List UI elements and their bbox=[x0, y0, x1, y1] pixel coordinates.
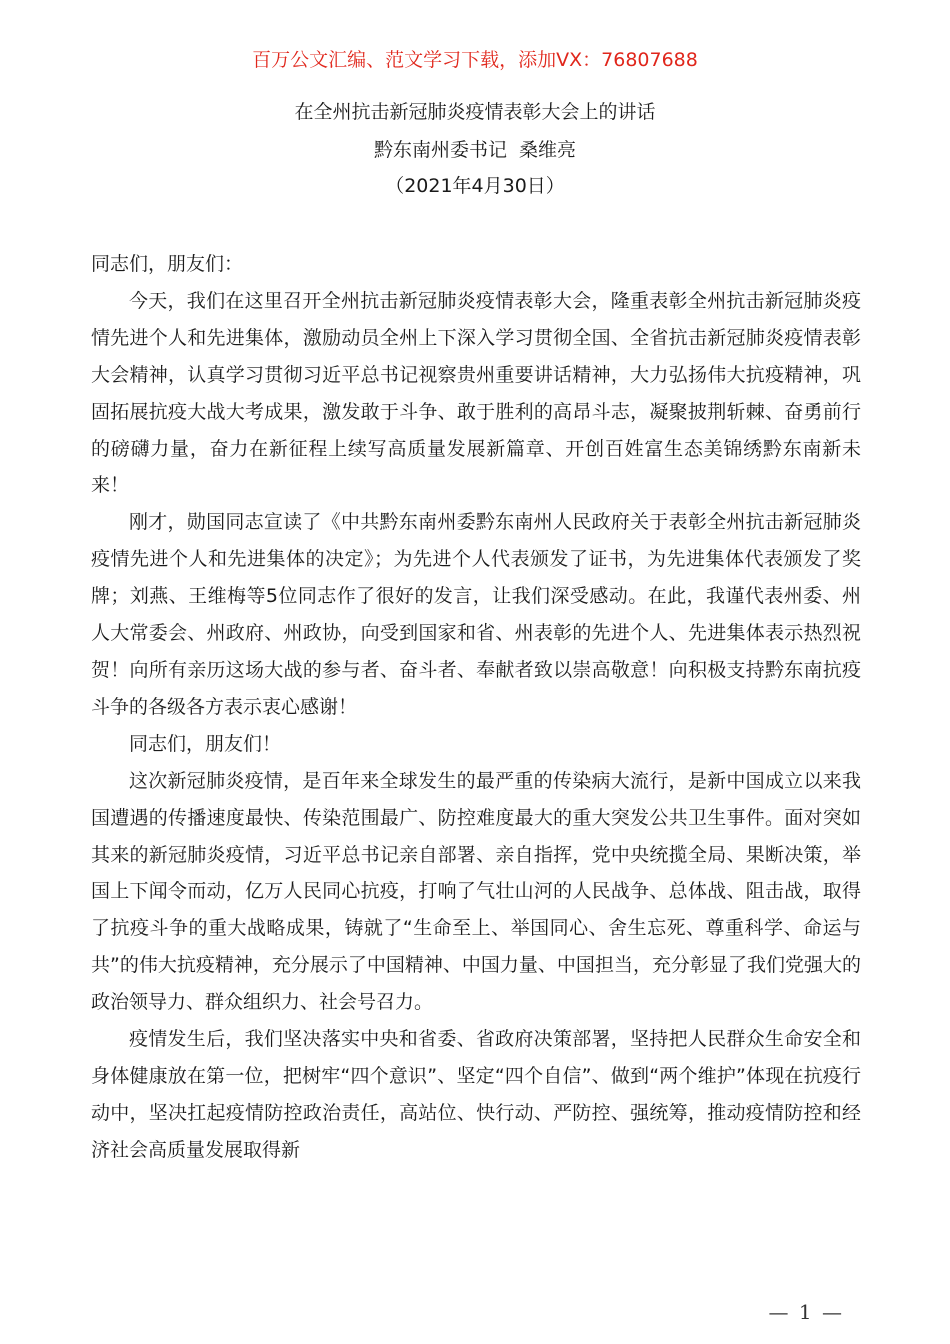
paragraph: 这次新冠肺炎疫情，是百年来全球发生的最严重的传染病大流行，是新中国成立以来我国遭遇的传播速度最快、传染范围最广、防控难度最大的重大突发公共卫生事件。面对突如其来的新冠肺炎疫情，习近平总书记亲自部署、亲自指挥，党中央统揽全局、果断决策，举国上下闻令而动，亿万人民同心抗疫，打响了气壮山河的人民战争、总体战、阻击战，取得了抗疫斗争的重大战略成果，铸就了“生命至上、举国同心、舍生忘死、尊重科学、命运与共”的伟大抗疫精神，充分展示了中国精神、中国力量、中国担当，充分彰显了我们党强大的政治领导力、群众组织力、社会号召力。 bbox=[91, 769, 861, 1014]
page-number: — 1 — bbox=[768, 1300, 844, 1324]
speech-date: （2021年4月30日） bbox=[385, 175, 565, 197]
speech-author: 黔东南州委书记 桑维亮 bbox=[373, 139, 577, 161]
salutation: 同志们，朋友们： bbox=[91, 253, 244, 275]
speech-body bbox=[91, 246, 861, 1169]
speech-title: 在全州抗击新冠肺炎疫情表彰大会上的讲话 bbox=[294, 101, 656, 123]
paragraph: 同志们，朋友们！ bbox=[129, 732, 282, 755]
paragraph: 今天，我们在这里召开全州抗击新冠肺炎疫情表彰大会，隆重表彰全州抗击新冠肺炎疫情先进个人和先进集体，激励动员全州上下深入学习贯彻全国、全省抗击新冠肺炎疫情表彰大会精神，认真学习贯彻习近平总书记视察贵州重要讲话精神，大力弘扬伟大抗疫精神，巩固拓展抗疫大战大考成果，激发敢于斗争、敢于胜利的高昂斗志，凝聚披荆斩棘、奋勇前行的磅礴力量，奋力在新征程上续写高质量发展新篇章、开创百姓富生态美锦绣黔东南新未来！ bbox=[91, 289, 861, 497]
paragraph: 疫情发生后，我们坚决落实中央和省委、省政府决策部署，坚持把人民群众生命安全和身体健康放在第一位，把树牢“四个意识”、坚定“四个自信”、做到“两个维护”体现在抗疫行动中，坚决扛起疫情防控政治责任，高站位、快行动、严防控、强统筹，推动疫情防控和经济社会高质量发展取得新 bbox=[91, 1028, 861, 1161]
watermark-text: 百万公文汇编、范文学习下载，添加VX：76807688 bbox=[252, 49, 698, 71]
paragraph: 刚才，勋国同志宣读了《中共黔东南州委黔东南州人民政府关于表彰全州抗击新冠肺炎疫情先进个人和先进集体的决定》；为先进个人代表颁发了证书，为先进集体代表颁发了奖牌；刘燕、王维梅等5位同志作了很好的发言，让我们深受感动。在此，我谨代表州委、州人大常委会、州政府、州政协，向受到国家和省、州表彰的先进个人、先进集体表示热烈祝贺！向所有亲历这场大战的参与者、奋斗者、奉献者致以崇高敬意！向积极支持黔东南抗疫斗争的各级各方表示衷心感谢！ bbox=[91, 511, 861, 718]
